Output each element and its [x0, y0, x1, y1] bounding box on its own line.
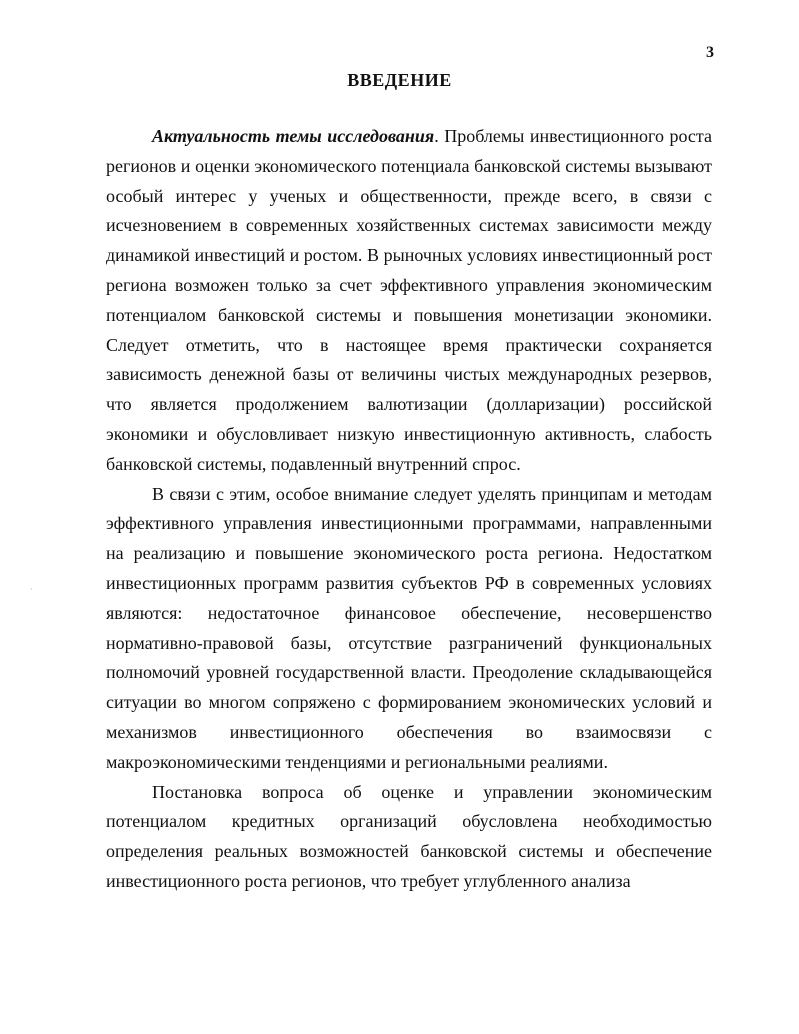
margin-mark: ·	[30, 585, 33, 594]
paragraph-problem-statement: Постановка вопроса об оценке и управлении экономическим потенциалом кредитных организаций обусловлена необходимостью определения реальных возможностей банковской системы и обеспечение инвестиционного роста регионов, что требует углубленного анализа	[106, 781, 712, 891]
paragraph-principles: В связи с этим, особое внимание следует уделять принципам и методам эффективного управления инвестиционными программами, направленными на реализацию и повышение экономического роста региона. Недостатком инвестиционных программ развития субъектов РФ в современных условиях являются: недостаточное финансовое обеспечение, несовершенство нормативно-правовой базы, отсутствие разграничений функциональных полномочий уровней государственной власти. Преодоление складывающейся ситуации во многом сопряжено с формированием экономических условий и механизмов инвестиционного обеспечения во взаимосвязи с макроэкономическими тенденциями и региональными реалиями.	[106, 483, 712, 772]
paragraph-lead: Актуальность темы исследования	[152, 126, 435, 146]
paragraph-relevance	[106, 122, 712, 480]
page-number: 3	[706, 44, 714, 61]
body-text	[106, 122, 712, 897]
section-heading: ВВЕДЕНИЕ	[347, 70, 452, 90]
paragraph-text: . Проблемы инвестиционного роста регионов и оценки экономического потенциала банковской системы вызывают особый интерес у ученых и общественности, прежде всего, в связи с исчезновением в современных хозяйственных системах зависимости между динамикой инвестиций и ростом. В рыночных условиях инвестиционный рост региона возможен только за счет эффективного управления экономическим потенциалом банковской системы и повышения монетизации экономики. Следует отметить, что в настоящее время практически сохраняется зависимость денежной базы от величины чистых международных резервов, что является продолжением валютизации (долларизации) российской экономики и обусловливает низкую инвестиционную активность, слабость банковской системы, подавленный внутренний спрос.	[106, 126, 713, 474]
